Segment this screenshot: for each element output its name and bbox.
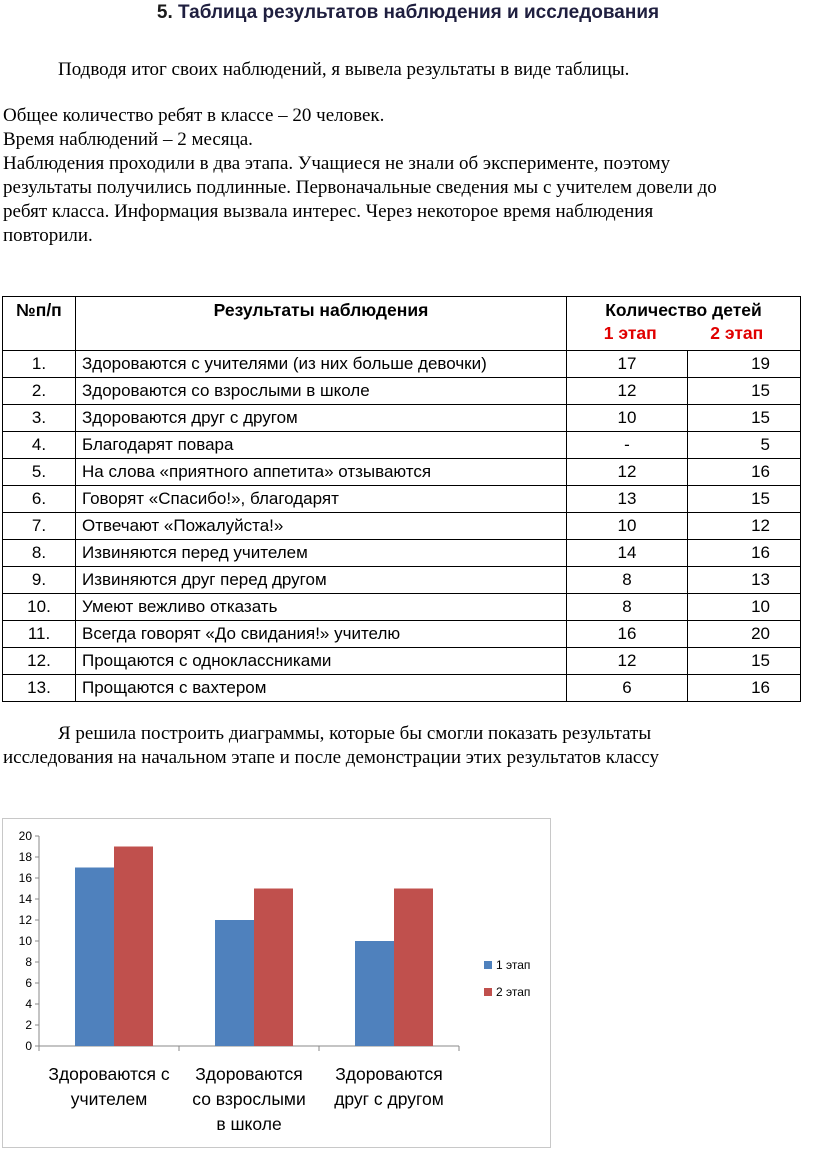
col-results-header: Результаты наблюдения — [76, 297, 567, 351]
bar-chart-svg — [3, 819, 550, 1147]
row-number: 13. — [3, 675, 76, 702]
x-category-label: учителем — [70, 1089, 148, 1109]
row-result: Прощаются с одноклассниками — [76, 648, 567, 675]
row-stage2-value: 12 — [688, 513, 801, 540]
row-stage2-value: 15 — [688, 486, 801, 513]
row-result: Здороваются друг с другом — [76, 405, 567, 432]
table-row — [3, 405, 801, 432]
paragraph-line: результаты получились подлинные. Первоначальные сведения мы с учителем довели до — [3, 177, 717, 198]
table-row — [3, 621, 801, 648]
section-title — [0, 2, 816, 24]
row-result: Говорят «Спасибо!», благодарят — [76, 486, 567, 513]
row-stage1-value: 12 — [567, 648, 688, 675]
row-stage1-value: 14 — [567, 540, 688, 567]
row-stage1-value: 10 — [567, 405, 688, 432]
paragraph-line: Время наблюдений – 2 месяца. — [3, 129, 253, 150]
x-category-label: Здороваются с — [48, 1064, 170, 1084]
row-stage2-value: 13 — [688, 567, 801, 594]
row-number: 2. — [3, 378, 76, 405]
row-number: 7. — [3, 513, 76, 540]
y-tick-label: 18 — [18, 850, 32, 864]
bar-1-2 — [215, 920, 254, 1046]
y-tick-label: 0 — [25, 1039, 32, 1053]
row-result: Отвечают «Пожалуйста!» — [76, 513, 567, 540]
x-category-label: со взрослыми — [192, 1089, 306, 1109]
row-stage2-value: 10 — [688, 594, 801, 621]
y-tick-label: 16 — [18, 871, 32, 885]
table-row — [3, 486, 801, 513]
y-tick-label: 12 — [18, 913, 32, 927]
row-stage2-value: 15 — [688, 648, 801, 675]
table-row — [3, 594, 801, 621]
col-count-header — [567, 297, 801, 351]
row-number: 10. — [3, 594, 76, 621]
bar-1-3 — [355, 941, 394, 1046]
paragraph-line: Я решила построить диаграммы, которые бы смогли показать результаты — [58, 723, 652, 744]
row-stage1-value: 12 — [567, 459, 688, 486]
row-result: Умеют вежливо отказать — [76, 594, 567, 621]
row-stage1-value: 12 — [567, 378, 688, 405]
bar-2-2 — [254, 889, 293, 1047]
row-number: 11. — [3, 621, 76, 648]
y-tick-label: 8 — [25, 955, 32, 969]
table-row — [3, 513, 801, 540]
row-result: Извиняются перед учителем — [76, 540, 567, 567]
row-stage2-value: 19 — [688, 351, 801, 378]
row-stage1-value: 6 — [567, 675, 688, 702]
row-result: Здороваются со взрослыми в школе — [76, 378, 567, 405]
row-number: 4. — [3, 432, 76, 459]
table-row — [3, 459, 801, 486]
row-number: 6. — [3, 486, 76, 513]
x-category-label: Здороваются — [335, 1064, 443, 1084]
row-number: 3. — [3, 405, 76, 432]
row-number: 1. — [3, 351, 76, 378]
row-stage1-value: 16 — [567, 621, 688, 648]
stage1-label: 1 этап — [603, 323, 657, 343]
paragraph-line: ребят класса. Информация вызвала интерес. Через некоторое время наблюдения — [3, 201, 654, 222]
row-result: Благодарят повара — [76, 432, 567, 459]
row-result: Извиняются друг перед другом — [76, 567, 567, 594]
y-tick-label: 14 — [18, 892, 32, 906]
row-number: 5. — [3, 459, 76, 486]
row-stage2-value: 20 — [688, 621, 801, 648]
row-stage1-value: 8 — [567, 594, 688, 621]
row-stage2-value: 15 — [688, 405, 801, 432]
row-stage1-value: - — [567, 432, 688, 459]
row-number: 9. — [3, 567, 76, 594]
paragraph-line: Наблюдения проходили в два этапа. Учащиеся не знали об эксперименте, поэтому — [3, 153, 671, 174]
count-header-label: Количество детей — [605, 300, 762, 320]
paragraph-line: исследования на начальном этапе и после демонстрации этих результатов классу — [3, 747, 659, 768]
intro-paragraph: Подводя итог своих наблюдений, я вывела результаты в виде таблицы. — [58, 59, 630, 80]
stage-labels — [567, 321, 800, 344]
row-number: 12. — [3, 648, 76, 675]
table-row — [3, 540, 801, 567]
table-row — [3, 351, 801, 378]
results-table — [2, 296, 801, 702]
bar-2-1 — [114, 847, 153, 1047]
legend-label: 1 этап — [496, 958, 531, 972]
row-stage1-value: 8 — [567, 567, 688, 594]
x-category-label: друг с другом — [334, 1089, 444, 1109]
row-stage2-value: 16 — [688, 675, 801, 702]
table-row — [3, 675, 801, 702]
row-stage1-value: 13 — [567, 486, 688, 513]
col-num-header: №п/п — [3, 297, 76, 351]
table-body — [3, 351, 801, 702]
paragraph-line: Общее количество ребят в классе – 20 человек. — [3, 105, 385, 126]
legend-swatch — [484, 988, 492, 996]
row-result: Всегда говорят «До свидания!» учителю — [76, 621, 567, 648]
x-category-label: в школе — [216, 1114, 282, 1134]
row-stage1-value: 17 — [567, 351, 688, 378]
table-row — [3, 648, 801, 675]
row-stage1-value: 10 — [567, 513, 688, 540]
row-stage2-value: 16 — [688, 459, 801, 486]
table-header-row — [3, 297, 801, 351]
y-tick-label: 4 — [25, 997, 32, 1011]
table-row — [3, 378, 801, 405]
row-stage2-value: 5 — [688, 432, 801, 459]
bar-1-1 — [75, 868, 114, 1047]
y-tick-label: 20 — [18, 829, 32, 843]
legend-swatch — [484, 961, 492, 969]
stage2-label: 2 этап — [710, 323, 764, 343]
row-result: Здороваются с учителями (из них больше девочки) — [76, 351, 567, 378]
bar-chart — [2, 818, 551, 1148]
y-tick-label: 10 — [18, 934, 32, 948]
row-result: На слова «приятного аппетита» отзываются — [76, 459, 567, 486]
table-row — [3, 567, 801, 594]
paragraph-line: повторили. — [3, 225, 93, 246]
section-number: 5. — [156, 2, 173, 23]
section-title-text: Таблица результатов наблюдения и исследования — [172, 2, 660, 23]
x-category-label: Здороваются — [195, 1064, 303, 1084]
row-number: 8. — [3, 540, 76, 567]
y-tick-label: 2 — [25, 1018, 32, 1032]
row-stage2-value: 15 — [688, 378, 801, 405]
y-tick-label: 6 — [25, 976, 32, 990]
bar-2-3 — [394, 889, 433, 1047]
row-stage2-value: 16 — [688, 540, 801, 567]
row-result: Прощаются с вахтером — [76, 675, 567, 702]
legend-label: 2 этап — [496, 985, 531, 999]
table-row — [3, 432, 801, 459]
